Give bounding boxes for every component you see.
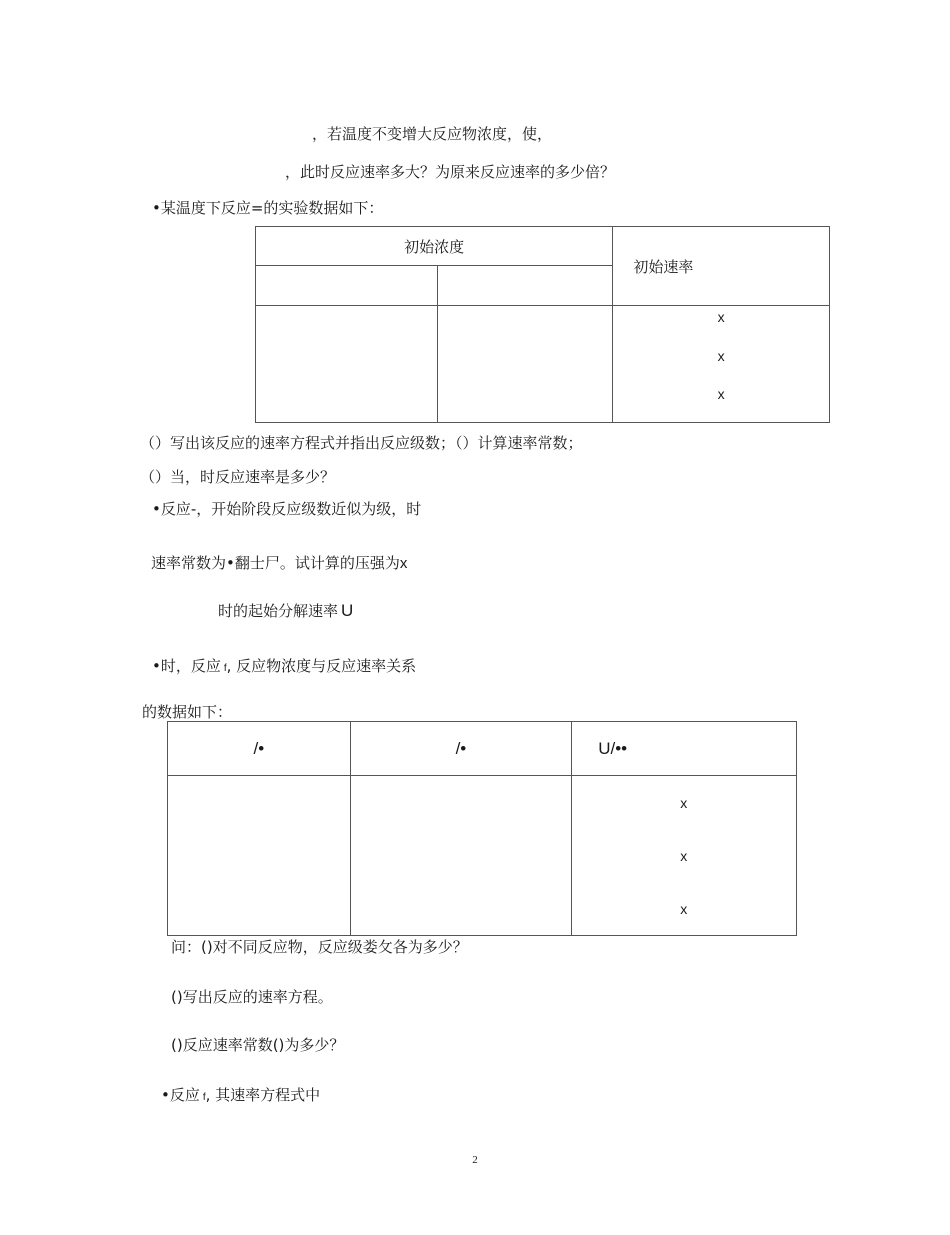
question-1: 问：()对不同反应物，反应级娄攵各为多少？: [171, 938, 468, 956]
table1-rate-cell: [613, 306, 830, 423]
table2-header-2-label: /•: [455, 738, 467, 758]
table1-cell-b: [437, 306, 613, 423]
text-line-10: 的数据如下：: [142, 703, 233, 721]
text-line-11-b: , 其速率方程式中: [205, 1086, 321, 1104]
table1-cell-a: [256, 306, 438, 423]
rate-mark: x: [717, 347, 725, 364]
text-line-7-main: 速率常数为•翻士尸。试计算的压强为: [151, 554, 400, 572]
text-line-8-main: 时的起始分解速率: [218, 602, 339, 620]
table2-header-2: [350, 722, 572, 776]
rate-mark: x: [717, 386, 725, 402]
text-line-7-x: x: [399, 555, 408, 572]
text-line-9-a: •时，反应: [152, 657, 221, 675]
table2-cell-b: [350, 776, 572, 936]
text-line-1: ，若温度不变增大反应物浓度，使，: [312, 125, 553, 143]
table2-header-3: [572, 722, 797, 776]
experiment-table-2: [167, 721, 797, 936]
page-number: 2: [472, 1154, 478, 1166]
text-line-9-f: f: [223, 663, 227, 674]
header-initial-rate-label: 初始速率: [633, 257, 694, 276]
experiment-table-1: [255, 226, 830, 423]
text-line-6: •反应-，开始阶段反应级数近似为级，时: [152, 500, 422, 518]
text-line-11-f: f: [202, 1092, 206, 1103]
rate-mark: x: [680, 900, 688, 917]
header-initial-concentration: 初始浓度: [256, 227, 613, 266]
text-line-4: （）写出该反应的速率方程式并指出反应级数；（）计算速率常数；: [140, 434, 583, 452]
table2-header-3-label: U/••: [598, 738, 628, 758]
text-line-3: •某温度下反应=的实验数据如下：: [152, 199, 384, 217]
question-3: ()反应速率常数()为多少？: [171, 1036, 345, 1054]
text-line-9-b: , 反应物浓度与反应速率关系: [226, 657, 417, 675]
rate-mark: x: [717, 309, 725, 325]
rate-mark: x: [680, 847, 688, 864]
text-line-11-a: •反应: [161, 1086, 200, 1104]
rate-mark: x: [680, 794, 688, 811]
text-line-7: [151, 553, 407, 574]
text-line-2: ，此时反应速率多大？为原来反应速率的多少倍？: [285, 163, 616, 181]
text-line-8: [218, 601, 353, 621]
table2-rate-cell: [572, 776, 797, 936]
table2-header-1: [168, 722, 351, 776]
text-line-9: [152, 656, 416, 679]
table2-header-1-label: /•: [253, 738, 265, 758]
text-line-11: [161, 1085, 320, 1108]
header-initial-rate: [613, 227, 830, 306]
text-line-8-u: U: [341, 601, 354, 620]
table1-subheader-a: [256, 266, 438, 306]
question-2: ()写出反应的速率方程。: [171, 988, 333, 1006]
table1-subheader-b: [437, 266, 613, 306]
text-line-5: （）当，时反应速率是多少？: [140, 468, 336, 486]
table2-cell-a: [168, 776, 351, 936]
